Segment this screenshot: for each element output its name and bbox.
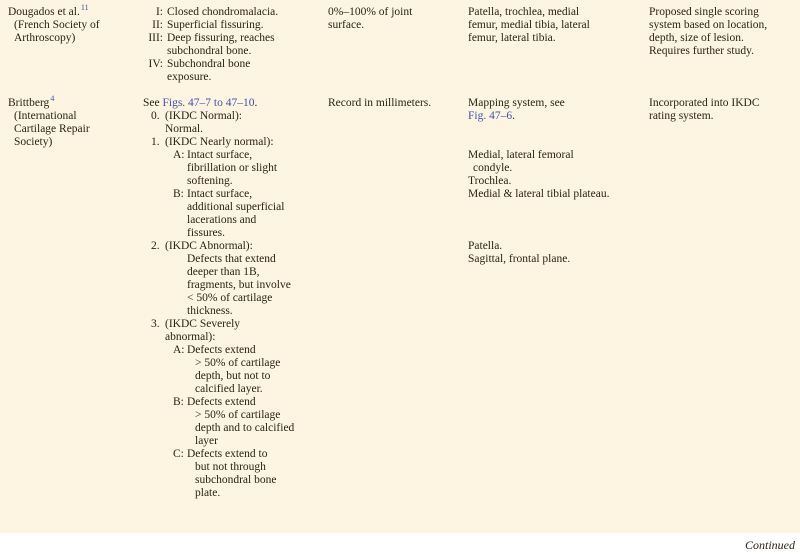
figure-cross-reference-link[interactable]: Fig. 47–6 bbox=[468, 110, 513, 122]
reference-superscript-link[interactable]: 11 bbox=[80, 2, 89, 12]
blank-line bbox=[468, 136, 649, 149]
text-fragment: < 50% of cartilage bbox=[187, 292, 273, 304]
text-fragment: Closed chondromalacia. bbox=[167, 6, 279, 18]
text-fragment: Trochlea. bbox=[468, 175, 512, 187]
text-line bbox=[468, 188, 649, 201]
text-fragment: but not through bbox=[195, 461, 266, 473]
text-fragment: Record in millimeters. bbox=[328, 97, 432, 109]
text-line bbox=[328, 19, 468, 32]
table-row-brittberg bbox=[8, 93, 796, 500]
author-name: Brittberg bbox=[8, 97, 50, 109]
text-fragment: deeper than 1B, bbox=[187, 266, 260, 278]
text-line bbox=[195, 435, 328, 448]
text-fragment: Sagittal, frontal plane. bbox=[468, 253, 571, 265]
text-line bbox=[165, 123, 328, 136]
text-fragment: additional superficial bbox=[187, 201, 285, 213]
comments-cell bbox=[649, 6, 796, 84]
item-label: 1. bbox=[151, 136, 160, 148]
text-fragment: Incorporated into IKDC bbox=[649, 97, 760, 109]
text-fragment: See bbox=[143, 97, 163, 109]
item-label: 3. bbox=[151, 318, 160, 330]
text-line bbox=[187, 253, 328, 266]
text-fragment: Defects extend to bbox=[187, 448, 268, 460]
author-name-line bbox=[8, 93, 143, 110]
text-fragment: . bbox=[254, 97, 258, 109]
text-fragment: (IKDC Severely bbox=[165, 318, 241, 330]
text-fragment: Medial, lateral femoral bbox=[468, 149, 574, 161]
text-fragment: Deep fissuring, reaches bbox=[167, 32, 275, 44]
blank-line bbox=[468, 227, 649, 240]
text-line bbox=[468, 175, 649, 188]
text-fragment: > 50% of cartilage bbox=[195, 409, 281, 421]
grading-system-cell bbox=[143, 6, 328, 84]
text-fragment: lacerations and bbox=[187, 214, 257, 226]
text-fragment: . bbox=[512, 110, 515, 122]
item-label: B: bbox=[173, 188, 184, 200]
text-fragment: subchondral bone. bbox=[167, 45, 252, 57]
text-line bbox=[151, 318, 328, 331]
text-line bbox=[473, 162, 649, 175]
text-fragment: Proposed single scoring bbox=[649, 6, 759, 18]
text-line bbox=[468, 32, 649, 45]
text-line bbox=[167, 45, 328, 58]
text-fragment: Intact surface, bbox=[187, 188, 253, 200]
text-line bbox=[468, 253, 649, 266]
item-label: A: bbox=[173, 149, 185, 161]
item-label: C: bbox=[173, 448, 184, 460]
text-line bbox=[195, 487, 328, 500]
text-line bbox=[187, 292, 328, 305]
text-line bbox=[151, 240, 328, 253]
text-line bbox=[187, 175, 328, 188]
text-line bbox=[151, 110, 328, 123]
text-fragment: thickness. bbox=[187, 305, 233, 317]
text-line bbox=[187, 214, 328, 227]
text-line bbox=[187, 305, 328, 318]
text-line bbox=[143, 6, 328, 19]
text-line bbox=[143, 32, 328, 45]
text-line bbox=[468, 97, 649, 110]
text-line bbox=[195, 474, 328, 487]
text-line bbox=[173, 188, 328, 201]
text-line bbox=[165, 331, 328, 344]
text-fragment: depth and to calcified bbox=[195, 422, 295, 434]
text-fragment: Patella. bbox=[468, 240, 503, 252]
text-fragment: 0%–100% of joint bbox=[328, 6, 413, 18]
text-fragment: Arthroscopy) bbox=[14, 32, 76, 44]
item-label: 2. bbox=[151, 240, 160, 252]
text-fragment: Defects extend bbox=[187, 396, 256, 408]
text-line bbox=[143, 97, 328, 110]
text-fragment: condyle. bbox=[473, 162, 513, 174]
text-fragment: Cartilage Repair bbox=[14, 123, 90, 135]
item-label: II: bbox=[152, 19, 163, 31]
text-line bbox=[143, 58, 328, 71]
item-label: 0. bbox=[151, 110, 160, 122]
text-fragment: Society) bbox=[14, 136, 53, 148]
text-fragment: Medial & lateral tibial plateau. bbox=[468, 188, 610, 200]
text-line bbox=[328, 97, 468, 110]
text-fragment: Defects that extend bbox=[187, 253, 276, 265]
text-line bbox=[195, 461, 328, 474]
text-line bbox=[14, 110, 143, 123]
text-fragment: (French Society of bbox=[14, 19, 100, 31]
text-line bbox=[143, 19, 328, 32]
continued-label: Continued bbox=[745, 537, 795, 552]
text-fragment: Superficial fissuring. bbox=[167, 19, 264, 31]
text-fragment: softening. bbox=[187, 175, 233, 187]
text-line bbox=[14, 19, 143, 32]
text-line bbox=[167, 71, 328, 84]
blank-line bbox=[468, 123, 649, 136]
text-line bbox=[649, 32, 796, 45]
measurement-cell bbox=[328, 97, 468, 500]
author-organization bbox=[8, 19, 143, 45]
item-label: B: bbox=[173, 396, 184, 408]
text-fragment: Intact surface, bbox=[187, 149, 253, 161]
text-fragment: abnormal): bbox=[165, 331, 216, 343]
text-fragment: Subchondral bone bbox=[167, 58, 251, 70]
text-fragment: > 50% of cartilage bbox=[195, 357, 281, 369]
text-fragment: fragments, but involve bbox=[187, 279, 291, 291]
text-fragment: calcified layer. bbox=[195, 383, 263, 395]
text-fragment: system based on location, bbox=[649, 19, 768, 31]
text-line bbox=[195, 409, 328, 422]
text-line bbox=[151, 136, 328, 149]
author-name-line bbox=[8, 2, 143, 19]
text-line bbox=[468, 19, 649, 32]
text-fragment: (IKDC Nearly normal): bbox=[165, 136, 274, 148]
author-cell bbox=[8, 2, 143, 84]
text-line bbox=[195, 422, 328, 435]
text-fragment: femur, medial tibia, lateral bbox=[468, 19, 590, 31]
text-line bbox=[14, 136, 143, 149]
text-fragment: rating system. bbox=[649, 110, 714, 122]
comments-cell bbox=[649, 97, 796, 500]
text-line bbox=[468, 149, 649, 162]
item-label: IV: bbox=[148, 58, 163, 70]
text-line bbox=[649, 19, 796, 32]
text-line bbox=[173, 396, 328, 409]
text-line bbox=[649, 6, 796, 19]
measurement-cell bbox=[328, 6, 468, 84]
location-cell bbox=[468, 6, 649, 84]
text-line bbox=[187, 162, 328, 175]
text-fragment: subchondral bone bbox=[195, 474, 277, 486]
text-fragment: depth, but not to bbox=[195, 370, 271, 382]
text-fragment: Normal. bbox=[165, 123, 204, 135]
text-line bbox=[195, 383, 328, 396]
text-line bbox=[187, 227, 328, 240]
location-cell bbox=[468, 97, 649, 500]
item-label: A: bbox=[173, 344, 185, 356]
text-line bbox=[173, 448, 328, 461]
text-line bbox=[328, 6, 468, 19]
text-line bbox=[195, 357, 328, 370]
text-line bbox=[468, 6, 649, 19]
text-fragment: plate. bbox=[195, 487, 221, 499]
figure-cross-reference-link[interactable]: Figs. 47–7 to 47–10 bbox=[162, 97, 255, 109]
text-line bbox=[468, 240, 649, 253]
author-organization bbox=[8, 110, 143, 149]
text-fragment: exposure. bbox=[167, 71, 212, 83]
text-fragment: (International bbox=[14, 110, 77, 122]
text-fragment: femur, lateral tibia. bbox=[468, 32, 556, 44]
text-fragment: Patella, trochlea, medial bbox=[468, 6, 580, 18]
text-fragment: depth, size of lesion. bbox=[649, 32, 744, 44]
item-label: III: bbox=[148, 32, 163, 44]
text-fragment: surface. bbox=[328, 19, 365, 31]
blank-line bbox=[468, 201, 649, 214]
text-line bbox=[649, 45, 796, 58]
blank-line bbox=[468, 214, 649, 227]
text-line bbox=[187, 279, 328, 292]
text-line bbox=[14, 123, 143, 136]
text-line bbox=[187, 201, 328, 214]
author-name: Dougados et al. bbox=[8, 6, 80, 18]
text-line bbox=[173, 344, 328, 357]
author-cell bbox=[8, 93, 143, 500]
item-label: I: bbox=[155, 6, 163, 18]
text-line bbox=[649, 110, 796, 123]
text-line bbox=[173, 149, 328, 162]
text-line bbox=[14, 32, 143, 45]
text-line bbox=[187, 266, 328, 279]
text-fragment: Requires further study. bbox=[649, 45, 754, 57]
table-row-dougados bbox=[8, 2, 796, 84]
text-fragment: (IKDC Abnormal): bbox=[165, 240, 253, 252]
text-fragment: Mapping system, see bbox=[468, 97, 565, 109]
text-line bbox=[468, 110, 649, 123]
text-fragment: fibrillation or slight bbox=[187, 162, 278, 174]
text-fragment: (IKDC Normal): bbox=[165, 110, 242, 122]
text-fragment: Defects extend bbox=[187, 344, 256, 356]
text-line bbox=[649, 97, 796, 110]
text-line bbox=[195, 370, 328, 383]
grading-system-cell bbox=[143, 97, 328, 500]
table-footer bbox=[0, 533, 800, 557]
text-fragment: layer bbox=[195, 435, 218, 447]
text-fragment: fissures. bbox=[187, 227, 226, 239]
reference-superscript-link[interactable]: 4 bbox=[50, 93, 55, 103]
